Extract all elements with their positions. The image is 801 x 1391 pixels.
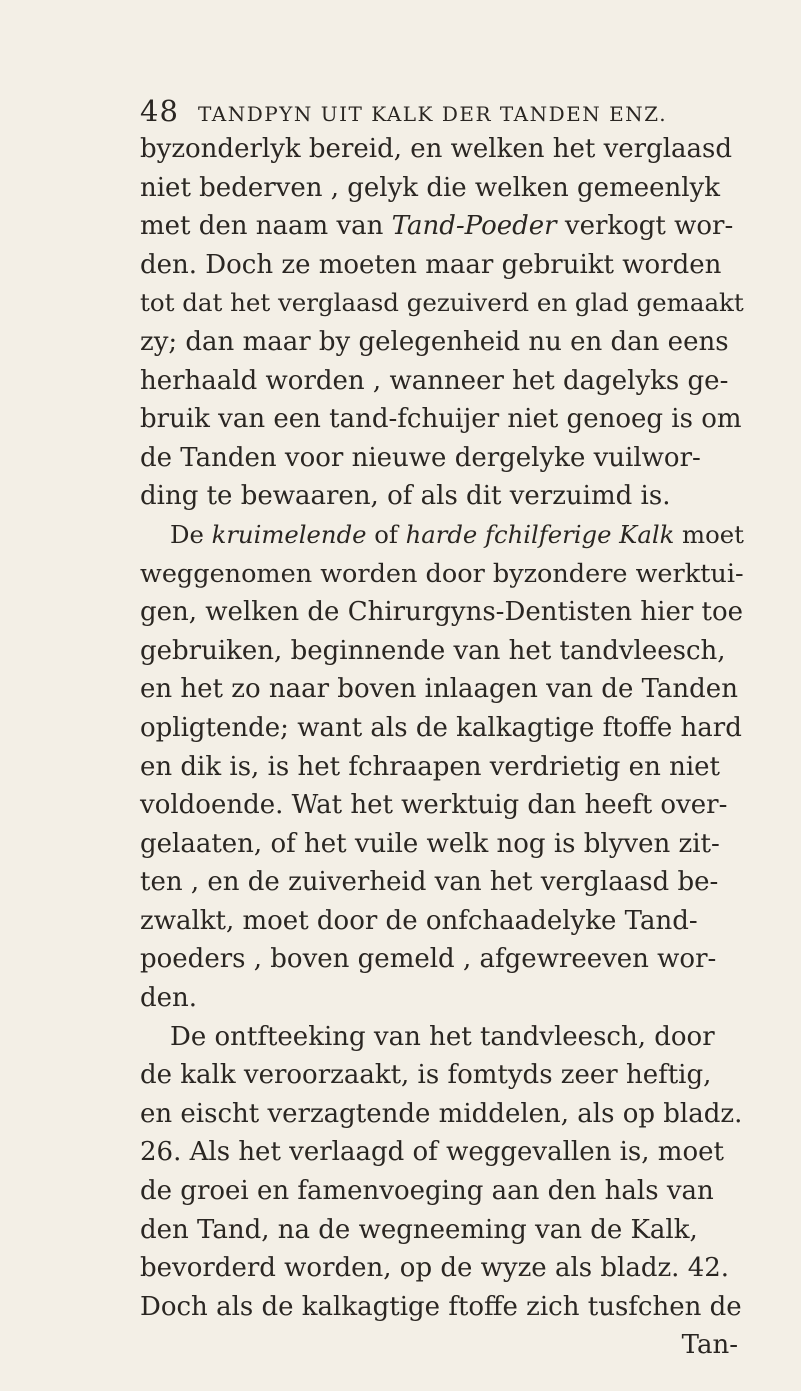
text-line: ding te bewaaren, of als dit verzuimd is. — [140, 481, 671, 512]
text-run: of — [366, 519, 406, 549]
text-run: verkogt wor- — [556, 211, 734, 242]
text-line: de groei en famenvoeging aan den hals van — [140, 1176, 714, 1207]
text-run: met den naam van — [140, 211, 392, 242]
text-line: 26. Als het verlaagd of weggevallen is, moet — [140, 1137, 724, 1168]
text-line: zy; dan maar by gelegenheid nu en dan eens — [140, 326, 729, 357]
text-line: weggenomen worden door byzondere werktui- — [140, 558, 744, 589]
text-line: ten , en de zuiverheid van het verglaasd be- — [140, 867, 719, 898]
page-header — [140, 94, 740, 128]
italic-term: Tand-Poeder — [391, 211, 557, 242]
text-run: De — [170, 519, 212, 549]
text-line: tot dat het verglaasd gezuiverd en glad gemaakt — [140, 288, 744, 318]
text-line: voldoende. Wat het werktuig dan heeft over- — [140, 790, 728, 821]
body-text — [140, 130, 750, 1365]
text-line: poeders , boven gemeld , afgewreeven wor- — [140, 944, 717, 975]
text-line — [140, 516, 750, 555]
italic-term: kruimelende — [211, 519, 367, 549]
text-line — [140, 207, 750, 246]
text-line: gebruiken, beginnende van het tandvleesch, — [140, 635, 726, 666]
text-line: den. Doch ze moeten maar gebruikt worden — [140, 249, 722, 280]
text-line: en eischt verzagtende middelen, als op bladz. — [140, 1098, 743, 1129]
text-line: en dik is, is het fchraapen verdrietig en niet — [140, 751, 720, 782]
text-line: den Tand, na de wegneeming van de Kalk, — [140, 1214, 698, 1245]
text-line: bruik van een tand-fchuijer niet genoeg is om — [140, 404, 742, 435]
text-line: De ontfteeking van het tandvleesch, door — [170, 1021, 715, 1052]
catchword: Tan- — [681, 1330, 738, 1361]
text-line: gelaaten, of het vuile welk nog is blyven zit- — [140, 828, 720, 859]
text-line: niet bederven , gelyk die welken gemeenlyk — [140, 172, 720, 203]
text-line: zwalkt, moet door de onfchaadelyke Tand- — [140, 905, 698, 936]
text-line: de Tanden voor nieuwe dergelyke vuilwor- — [140, 442, 701, 473]
running-title: TANDPYN UIT KALK DER TANDEN ENZ. — [198, 102, 668, 126]
text-line: de kalk veroorzaakt, is fomtyds zeer heftig, — [140, 1060, 712, 1091]
text-line: gen, welken de Chirurgyns-Dentisten hier toe — [140, 597, 744, 628]
italic-term: harde fchilferige Kalk — [405, 519, 675, 549]
text-line: opligtende; want als de kalkagtige ftoffe hard — [140, 712, 742, 743]
text-line: Doch als de kalkagtige ftoffe zich tusfchen de — [140, 1291, 742, 1322]
text-line: byzonderlyk bereid, en welken het verglaasd — [140, 134, 733, 164]
text-line: bevorderd worden, op de wyze als bladz. 42. — [140, 1253, 730, 1284]
page-number: 48 — [140, 94, 179, 128]
text-run: moet — [674, 519, 744, 549]
text-line: en het zo naar boven inlaagen van de Tanden — [140, 674, 738, 705]
text-line: den. — [140, 983, 198, 1014]
text-line: herhaald worden , wanneer het dagelyks ge- — [140, 365, 729, 396]
